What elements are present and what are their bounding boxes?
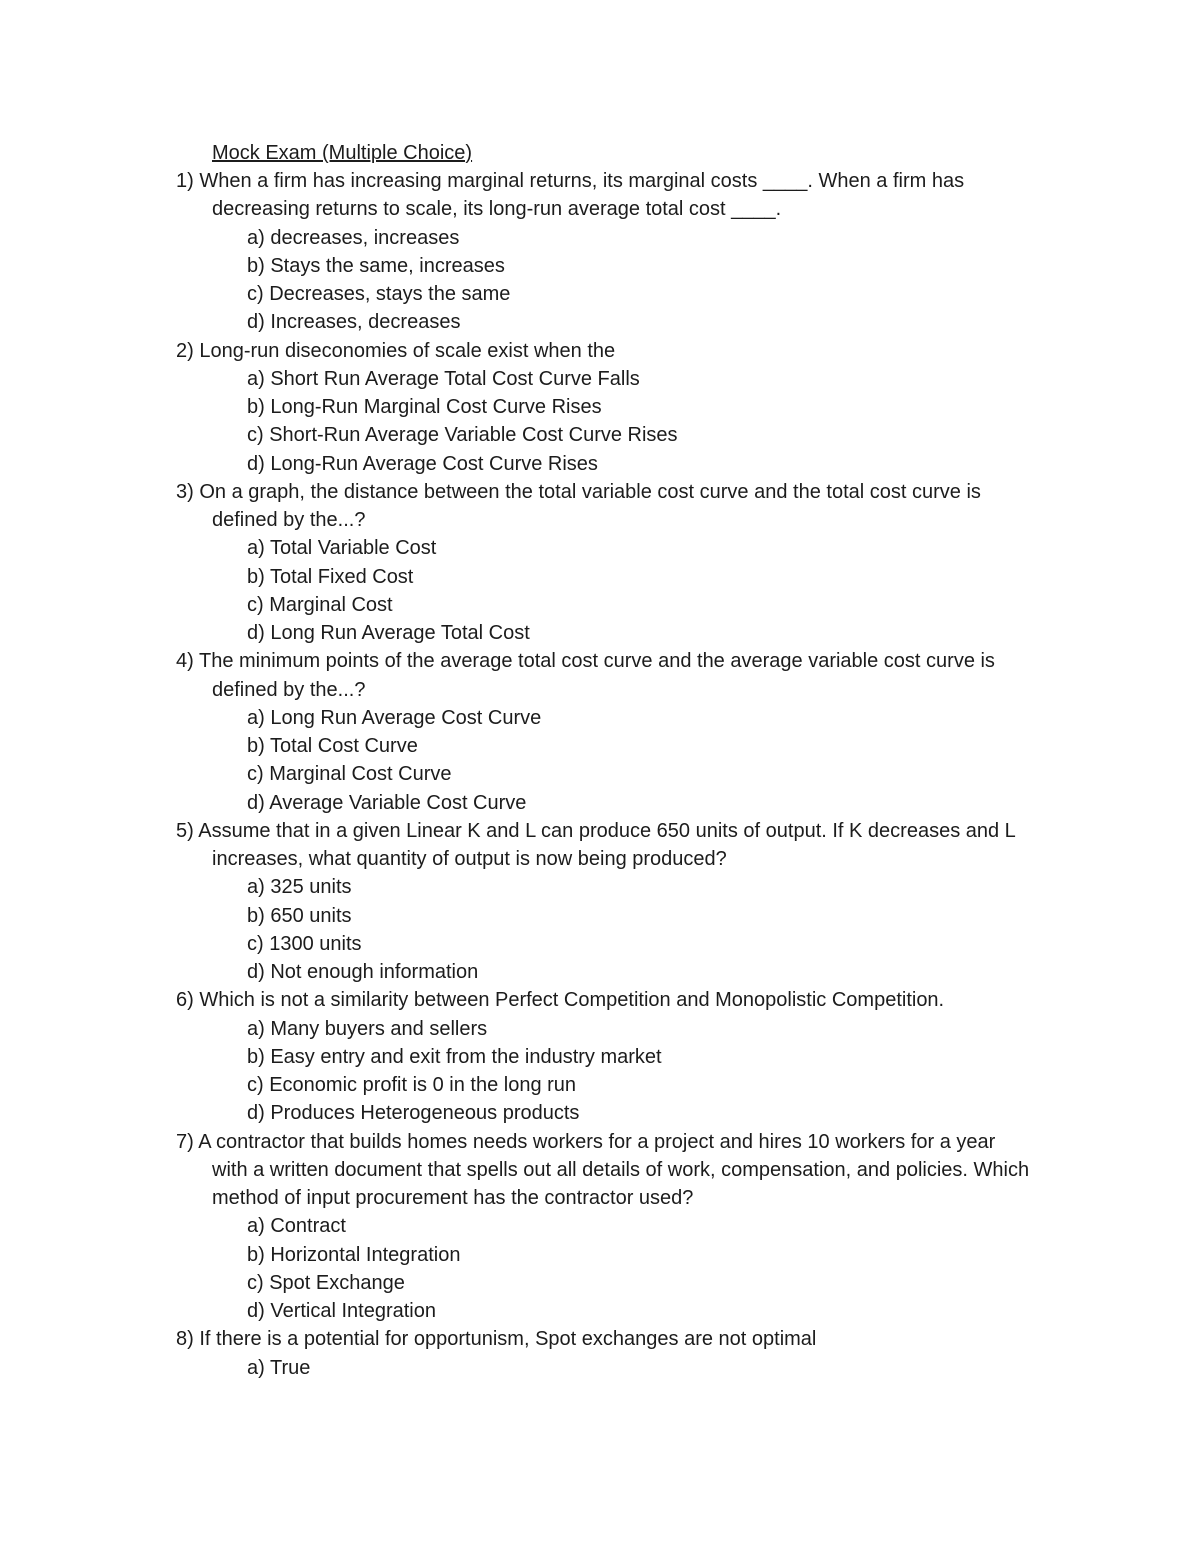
answer-option: a) 325 units [247,876,352,899]
answer-option: a) Short Run Average Total Cost Curve Falls [247,367,640,390]
question-text: 7) A contractor that builds homes needs workers for a project and hires 10 workers for a year [176,1130,996,1153]
answer-option: c) Economic profit is 0 in the long run [247,1074,577,1096]
question-text: 5) Assume that in a given Linear K and L can produce 650 units of output. If K decreases and L [176,819,1016,842]
answer-option: c) Decreases, stays the same [247,283,511,305]
question-text-continued: defined by the...? [212,509,366,531]
question-text-continued: defined by the...? [212,678,366,701]
answer-option: a) decreases, increases [247,226,460,249]
answer-option: b) Horizontal Integration [247,1243,461,1266]
answer-option: b) Easy entry and exit from the industry market [247,1045,662,1068]
question-text-continued: increases, what quantity of output is now being produced? [212,848,727,870]
answer-option: c) 1300 units [247,932,362,955]
answer-option: c) Marginal Cost [247,593,393,616]
answer-option: c) Short-Run Average Variable Cost Curve Rises [247,424,678,447]
question-text-continued: method of input procurement has the contractor used? [212,1187,694,1209]
question-text: 3) On a graph, the distance between the total variable cost curve and the total cost curve is [176,480,981,503]
question-text: 2) Long-run diseconomies of scale exist when the [176,339,616,362]
answer-option: d) Increases, decreases [247,311,461,334]
answer-option: d) Produces Heterogeneous products [247,1102,580,1125]
answer-option: d) Long Run Average Total Cost [247,622,530,644]
question-text-continued: with a written document that spells out all details of work, compensation, and policies. Which [212,1158,1030,1181]
question-text: 6) Which is not a similarity between Perfect Competition and Monopolistic Competition. [176,989,945,1012]
answer-option: a) True [247,1356,311,1379]
answer-option: b) Total Fixed Cost [247,565,414,588]
answer-option: a) Total Variable Cost [247,537,437,560]
answer-option: a) Many buyers and sellers [247,1017,488,1040]
answer-option: b) Stays the same, increases [247,254,505,277]
page-title: Mock Exam (Multiple Choice) [212,142,473,164]
question-text: 4) The minimum points of the average total cost curve and the average variable cost curve is [176,650,995,673]
answer-option: c) Marginal Cost Curve [247,763,452,786]
answer-option: d) Vertical Integration [247,1300,436,1322]
answer-option: d) Long-Run Average Cost Curve Rises [247,452,598,475]
answer-option: a) Long Run Average Cost Curve [247,706,542,729]
answer-option: c) Spot Exchange [247,1271,405,1294]
answer-option: d) Not enough information [247,961,479,983]
answer-option: b) 650 units [247,904,352,927]
answer-option: d) Average Variable Cost Curve [247,791,527,814]
question-text: 1) When a firm has increasing marginal returns, its marginal costs ____. When a firm has [176,170,965,192]
question-text: 8) If there is a potential for opportunism, Spot exchanges are not optimal [176,1328,817,1351]
answer-option: b) Long-Run Marginal Cost Curve Rises [247,396,602,418]
answer-option: b) Total Cost Curve [247,735,418,757]
question-text-continued: decreasing returns to scale, its long-run average total cost ____. [212,198,782,221]
answer-option: a) Contract [247,1215,346,1238]
